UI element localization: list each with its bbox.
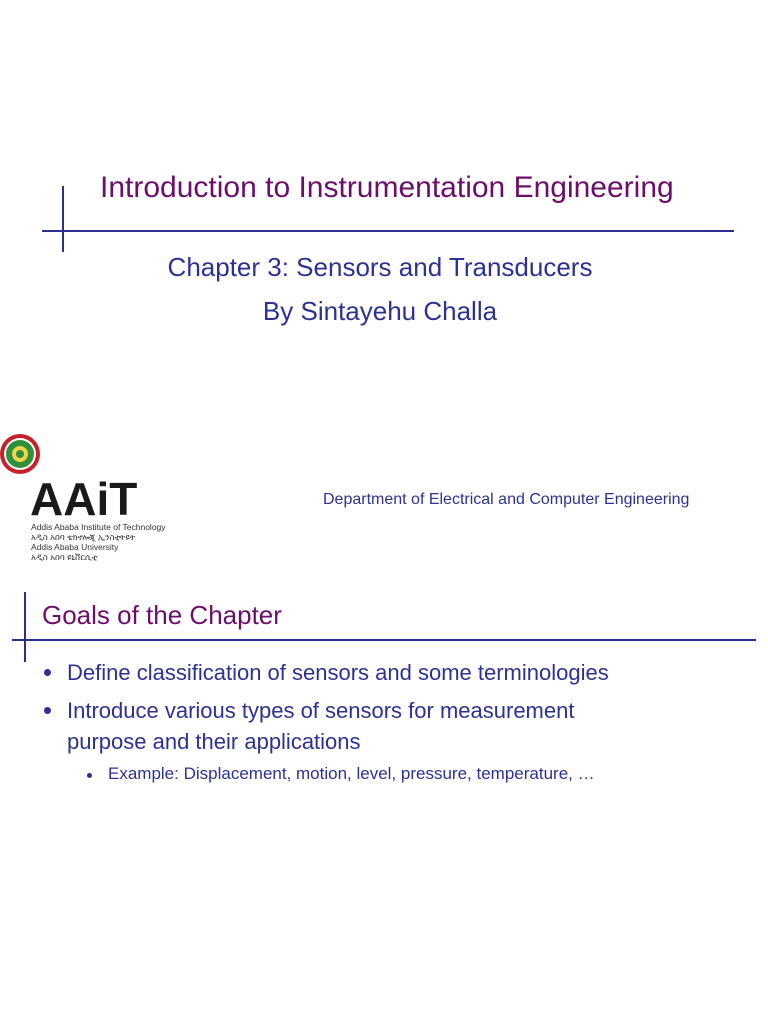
logo-line: አዲስ አበባ ዩኒቨርሲቲ [31,552,98,562]
bullet-item: Introduce various types of sensors for measurement [67,698,575,723]
department-name: Department of Electrical and Computer Engineering [323,491,690,508]
sub-bullet-icon [87,773,92,778]
university-seal-icon [0,432,42,476]
title-horizontal-rule [42,230,734,232]
title-vertical-rule [62,186,64,252]
goals-title: Goals of the Chapter [42,600,282,630]
slide2-horizontal-rule [12,639,756,641]
aait-logo: AAiT [30,473,138,525]
author-line: By Sintayehu Challa [262,296,498,326]
bullet-item-continued: purpose and their applications [67,729,361,754]
logo-line: አዲስ አበባ ቴክኖሎጂ ኢንስቲትዩት [31,532,136,542]
slide-title: Introduction to Instrumentation Engineering [100,171,674,204]
bullet-icon [44,669,51,676]
logo-line: Addis Ababa Institute of Technology [31,522,166,532]
sub-bullet-item: Example: Displacement, motion, level, pressure, temperature, … [108,764,595,783]
bullet-icon [44,707,51,714]
bullet-item: Define classification of sensors and some terminologies [67,660,609,685]
slide2-vertical-rule [24,592,26,662]
logo-line: Addis Ababa University [31,542,119,552]
chapter-subtitle: Chapter 3: Sensors and Transducers [167,252,593,282]
